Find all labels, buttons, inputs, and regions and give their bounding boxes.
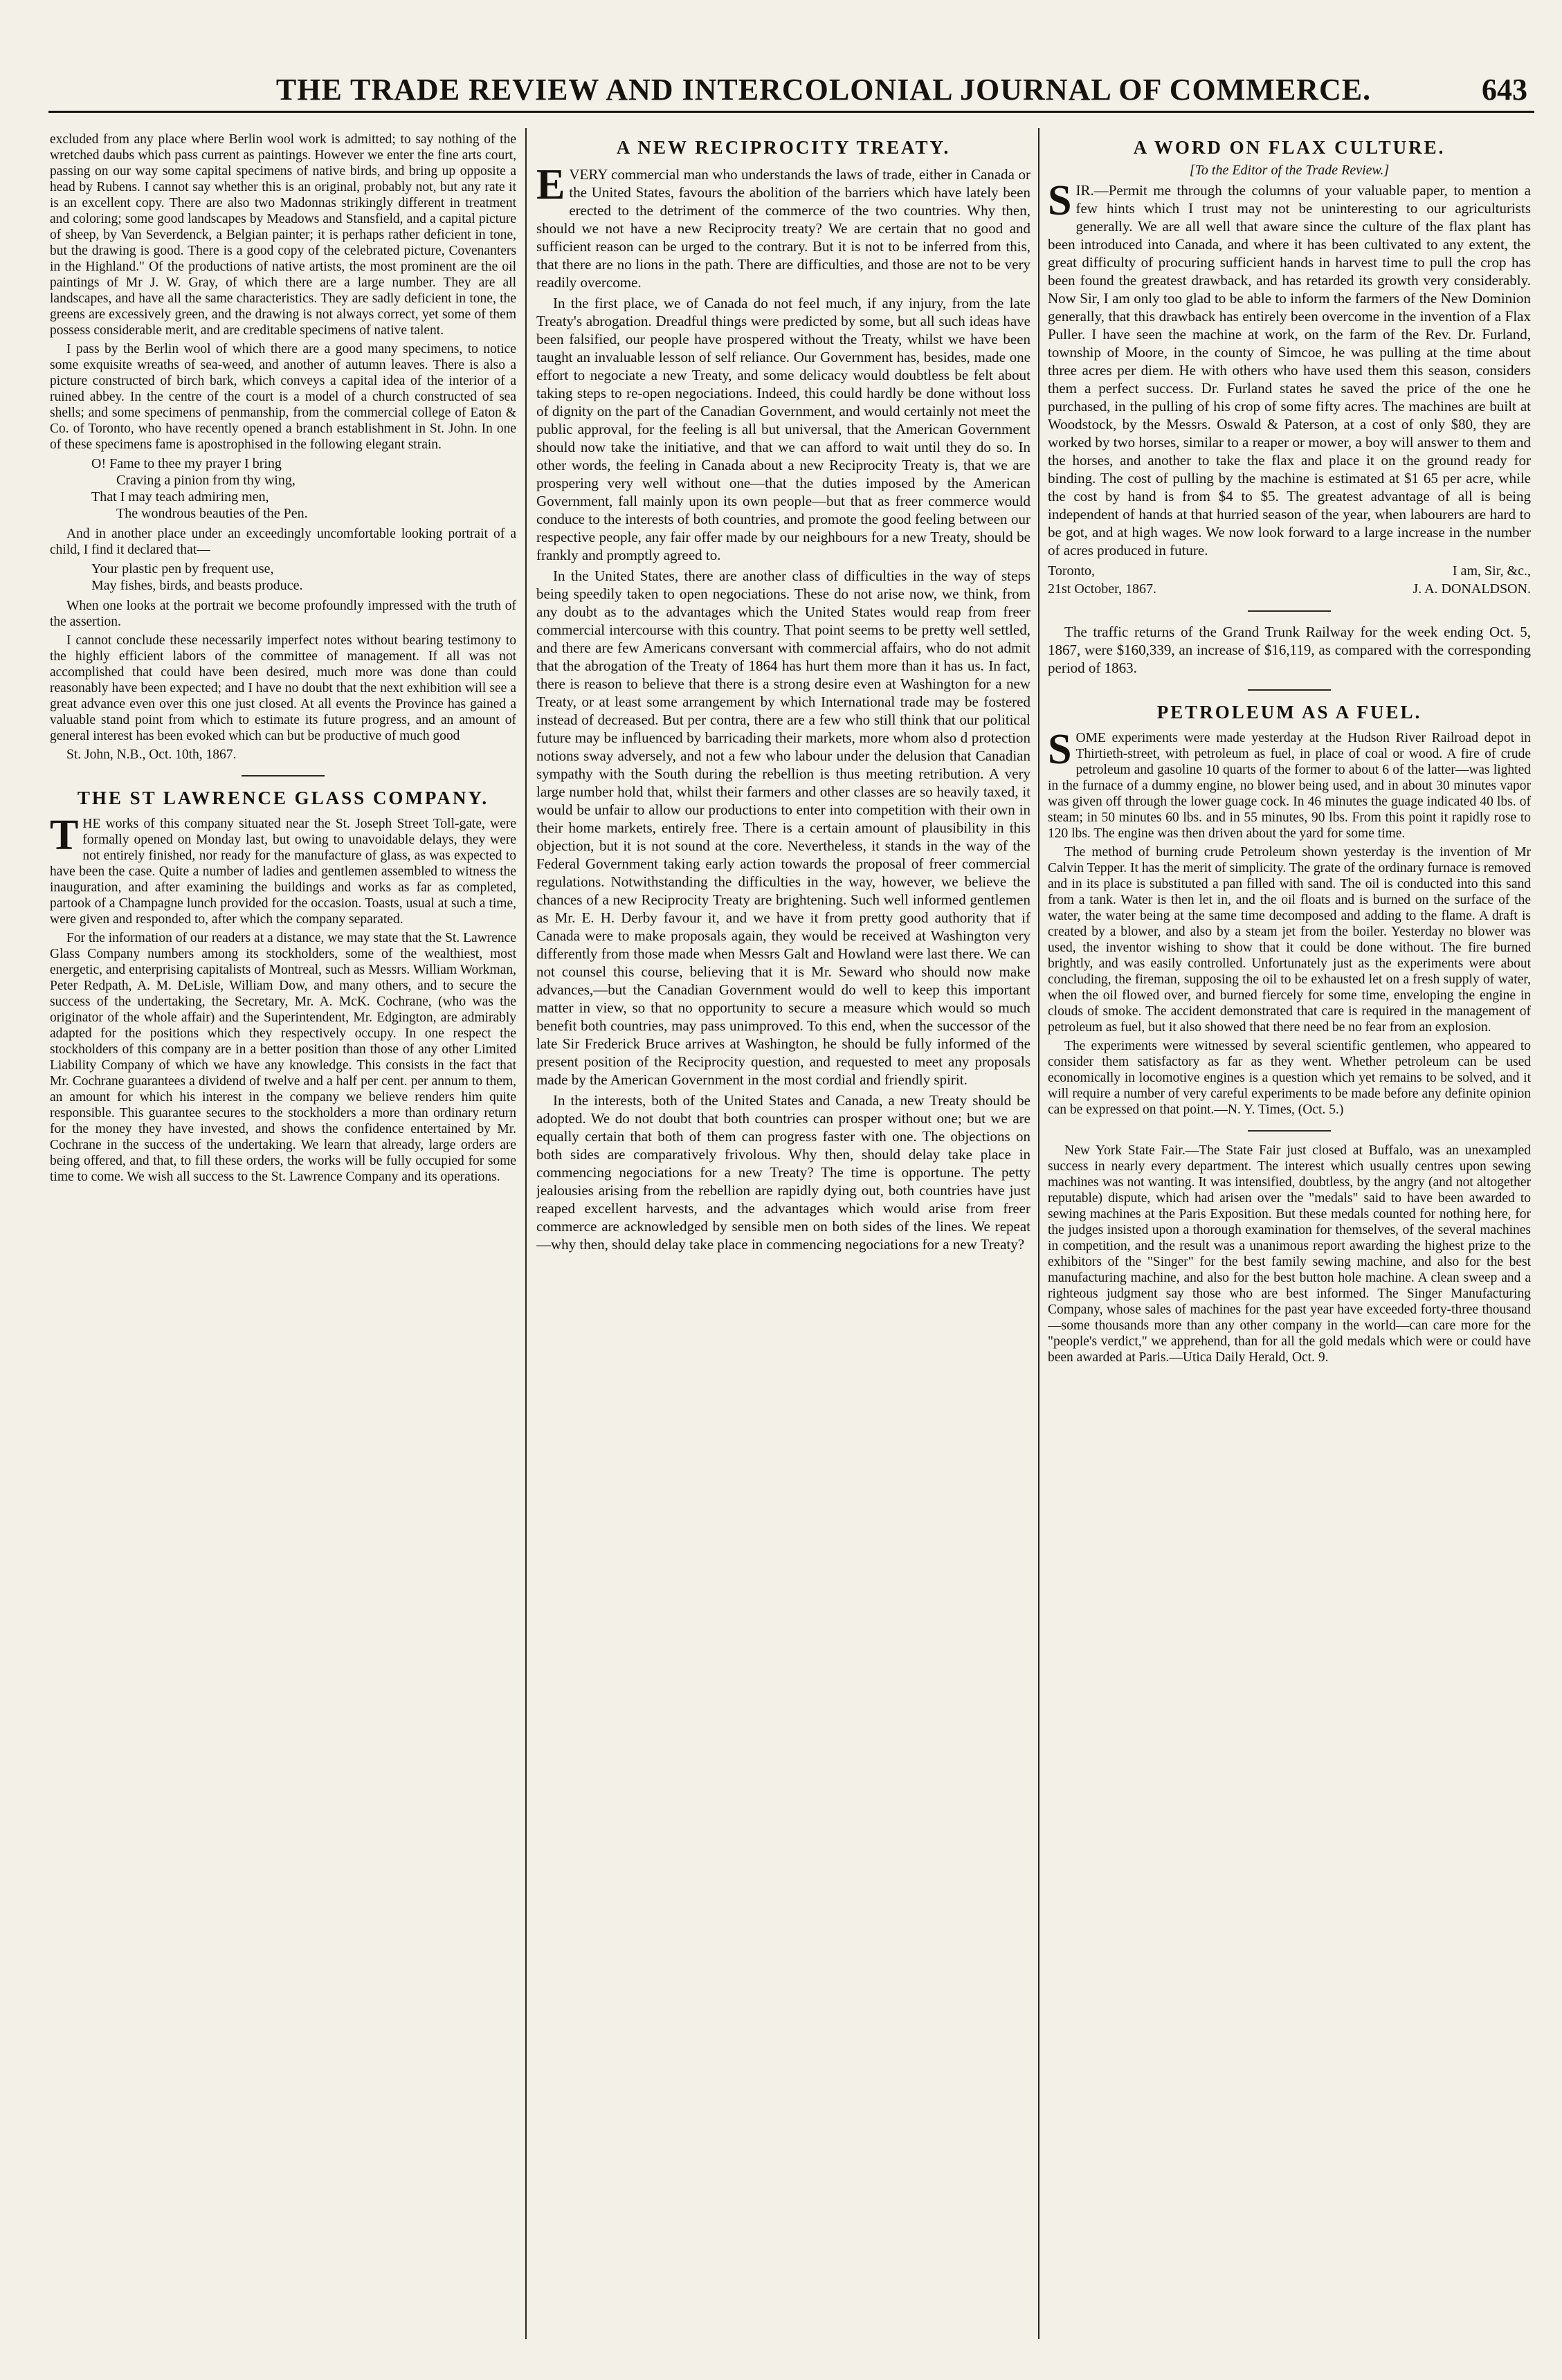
paragraph-text: HE works of this company situated near the St. Joseph Street Toll-gate, were formally opened on Monday last, but owing to unavoidable delays, they were not entirely finished, nor ready for the manufacture of glass, as was expected to have been the case. Quite a number of ladies and gentlemen assembled to witness the inauguration, and after examining the buildings and works as far as completed, partook of a Champagne lunch provided for the occasion. Toasts, usual at such a time, were given and responded to, after which the company separated. [50, 817, 516, 927]
page-number: 643 [1482, 73, 1527, 107]
sign-date: 21st October, 1867. [1048, 581, 1156, 597]
article-paragraph [536, 161, 1030, 291]
article-paragraph: In the first place, we of Canada do not feel much, if any injury, from the late Treaty's abrogation. Dreadful things were predicted by some, but all such ideas have been falsified, our people have prospered without the Treaty, whilst we have been taught an invaluable lesson of self reliance. Our Government has, besides, made one effort to negociate a new Treaty, and some delicacy would doubtless be felt about taking steps to re-open negociations. Indeed, this could hardly be done without loss of dignity on the part of the Canadian Government, and would certainly not meet the public approval, for the feeling is all but universal, that the American Government should now take the initiative, and that we can afford to wait until they do so. In other words, the feeling in Canada about a new Reciprocity Treaty is, that we are prospering very well without one—that the duties imposed by the American Government, fall mainly upon its own people—but that as freer commerce would conduce to the interests of both countries, and promote the good feeling between our respective people, any fair offer made by our neighbours for a new Treaty, should be frankly and promptly agreed to. [536, 295, 1030, 563]
paragraph-text: VERY commercial man who understands the laws of trade, either in Canada or the United States, favours the abolition of the barriers which have lately been erected to the detriment of the commerce of the two countries. Why then, should we not have a new Reciprocity treaty? We are certain that no good and sufficient reason can be urged to the contrary. But it is not to be inferred from this, that there are no lions in the path. There are difficulties, and those are not to be very readily overcome. [536, 166, 1030, 291]
article-heading: PETROLEUM AS A FUEL. [1156, 702, 1422, 723]
verse-line: Craving a pinion from thy wing, [116, 473, 296, 488]
article-paragraph: The traffic returns of the Grand Trunk Railway for the week ending Oct. 5, 1867, were $160,339, an increase of $16,119, as compared with the corresponding period of 1863. [1048, 624, 1531, 676]
drop-cap: S [1048, 726, 1072, 773]
column-rule [525, 128, 527, 2339]
drop-cap: T [50, 812, 79, 859]
article-paragraph: New York State Fair.—The State Fair just closed at Buffalo, was an unexampled success in nearly every department. The interest which usually centres upon sewing machines was not wanting. It was intensified, doubtless, by the angry (and not altogether reputable) dispute, which had arisen over the "medals" said to have been awarded to sewing machines at the Paris Exposition. But these medals counted for nothing here, for the judges insisted upon a thorough examination for themselves, of the several machines in competition, and the result was a unanimous report awarding the highest prize to the exhibitors of the "Singer" for the best family sewing machine, and also for the best manufacturing machine, and also for the best button hole machine. A clean sweep and a righteous judgment say those who are best informed. The Singer Manufacturing Company, whose sales of machines for the past year have exceeded forty-three thousand—some thousands more than any other company in the world—can care more for the "people's verdict," we apprehend, than for all the gold medals which were or could have been awarded at Paris.—Utica Daily Herald, Oct. 9. [1048, 1143, 1531, 1365]
verse-line: O! Fame to thee my prayer I bring [91, 456, 282, 471]
article-paragraph: I cannot conclude these necessarily imperfect notes without bearing testimony to the highly efficient labors of the committee of management. If all was not accomplished that could have been desired, much more was done than could reasonably have been expected; and I have no doubt that the next exhibition will see a great advance even over this one just closed. At all events the Province has gained a valuable stand point from which to estimate its future progress, and an amount of general interest has been evoked which can but be productive of much good [50, 633, 516, 743]
article-paragraph: The method of burning crude Petroleum shown yesterday is the invention of Mr Calvin Tepper. It has the merit of simplicity. The grate of the ordinary furnace is removed and in its place is substituted a pan filled with sand. The oil is conducted into this sand from a tank. Water is then let in, and the oil floats and is burned on the surface of the water, the water being at the same time decomposed and adding to the flame. A draft is created by a blower, and also by a steam jet from the boiler. Yesterday no blower was used, the inventor wishing to show that it could be done without. The fire burned brightly, and was easily controlled. Unfortunately just as the experiments were about concluding, the fireman, supposing the oil to be exhausted let on a fresh supply of water, when the oil flowed over, and burned fiercely for some time, enveloping the engine in clouds of smoke. The accident demonstrated that care is required in the management of petroleum as fuel, but it also showed that there need be no fear from an explosion. [1048, 845, 1531, 1035]
article-paragraph: excluded from any place where Berlin wool work is admitted; to say nothing of the wretched daubs which pass current as paintings. However we enter the fine arts court, passing on our way some capital specimens of native birds, and bring up opposite a head by Rubens. I cannot say whether this is an original, probably not, but any rate it is an excellent copy. There are also two Madonnas strikingly different in treatment and coloring; some good landscapes by Meadows and Stansfield, and a capital picture of sheep, by Van Severdenck, a Belgian painter; it is perhaps rather deficient in tone, but the drawing is good. There is a good copy of the celebrated picture, Covenanters in the Highland." Of the productions of native artists, the most prominent are the oil paintings of Mr J. W. Gray, of which there are a large number. They are all landscapes, and have all the same characteristics. They are sadly deficient in tone, the greens are excessively green, and the drawing is not always correct, yet some of them possess considerable merit, and are creditable specimens of native talent. [50, 132, 516, 338]
letter-address: [To the Editor of the Trade Review.] [1189, 163, 1390, 178]
article-paragraph: In the United States, there are another class of difficulties in the way of steps being speedily taken to open negociations. These do not arise now, we think, from any doubt as to the advantages which the United States would reap from freer commercial intercourse with this country. That point seems to be pretty well settled, and there are few Americans conversant with commercial affairs, who do not admit that the abrogation of the Treaty of 1864 has hurt them more than it has us. In fact, there is reason to believe that there is a strong desire even at Washington for a new Treaty, or at least some arrangement by which International trade may be fostered instead of decreased. But per contra, there are a few who still think that our political future may be influenced by barricading their markets, more whom also d protection notions sway adversely, and not a few who labour under the delusion that Canadian sympathy with the South during the rebellion is thus meeting retribution. A very large number hold that, whilst their farmers and other classes are so heavily taxed, it would be unfair to allow our productions to enter into competition with their own in their home markets, entirely free. There is a certain amount of plausibility in this objection, but it is not sound at the core. Nevertheless, it stands in the way of the Federal Government taking early action towards the proposal of freer commercial regulations. Notwithstanding the difficulties in the way, however, we believe the chances of a new Reciprocity Treaty are brightening. Such well informed gentlemen as Mr. E. H. Derby favour it, and we have it from pretty good authority that if Canada were to make proposals again, they would be received at Washington very differently from those made when Messrs Galt and Howland were last there. We can not counsel this course, believing that it is Mr. Seward who should now make advances,—but the Canadian Government would do well to keep this important matter in view, so that no opportunity to secure a measure which would so much benefit both countries, may pass unimproved. To this end, when the successor of the late Sir Frederick Bruce arrives at Washington, he should be fully informed of the present position of the Reciprocity question, and requested to meet any proposals made by the American Government in the most cordial and friendly spirit. [536, 567, 1030, 1088]
verse-line: The wondrous beauties of the Pen. [116, 506, 308, 521]
article-paragraph: And in another place under an exceedingly uncomfortable looking portrait of a child, I find it declared that— [50, 527, 516, 557]
column-2 [536, 131, 1030, 2339]
publication-title: THE TRADE REVIEW AND INTERCOLONIAL JOURNAL OF COMMERCE. [275, 73, 1372, 107]
verse-line: That I may teach admiring men, [91, 489, 269, 505]
signature-row [1048, 562, 1531, 580]
verse-block [50, 455, 516, 522]
article-paragraph [1048, 726, 1531, 842]
verse-line: May fishes, birds, and beasts produce. [91, 578, 303, 593]
article-paragraph: When one looks at the portrait we become profoundly impressed with the truth of the assertion. [50, 599, 516, 629]
article-paragraph: The experiments were witnessed by several scientific gentlemen, who appeared to consider them satisfactory as far as they went. Whether petroleum can be used economically in locomotive engines is a question which yet remains to be solved, and it will require a number of very careful experiments to be made before any definite opinion can be expressed on that point.—N. Y. Times, (Oct. 5.) [1048, 1039, 1531, 1117]
column-rule [1038, 128, 1039, 2339]
article-heading: A WORD ON FLAX CULTURE. [1133, 137, 1446, 158]
article-heading: THE ST LAWRENCE GLASS COMPANY. [77, 788, 489, 808]
masthead [48, 69, 1534, 113]
column-1 [50, 131, 516, 2339]
article-paragraph [50, 812, 516, 927]
paragraph-text: OME experiments were made yesterday at the Hudson River Railroad depot in Thirtieth-street, with petroleum as fuel, in place of coal or wood. A fire of crude petroleum and gasoline 10 quarts of the former to about 6 of the latter—was lighted in the furnace of a dummy engine, no blower being used, and in about 30 minutes vapor was given off through the lower guage cock. In 46 minutes the guage indicated 40 lbs. of steam; in 50 minutes 60 lbs. and in 55 minutes, 90 lbs. From this point it rapidly rose to 120 lbs. The engine was then driven about the yard for some time. [1048, 731, 1531, 841]
article-paragraph [1048, 177, 1531, 559]
section-separator [1248, 1130, 1331, 1132]
drop-cap: S [1048, 177, 1072, 224]
signature-row [1048, 580, 1531, 598]
dateline: St. John, N.B., Oct. 10th, 1867. [66, 747, 237, 762]
sign-name: J. A. DONALDSON. [1413, 581, 1531, 597]
verse-block [50, 561, 516, 594]
article-heading: A NEW RECIPROCITY TREATY. [616, 137, 951, 158]
column-3 [1048, 131, 1531, 2339]
section-separator [1248, 689, 1331, 691]
sign-close: I am, Sir, &c., [1452, 563, 1531, 579]
verse-line: Your plastic pen by frequent use, [91, 561, 274, 576]
article-paragraph: For the information of our readers at a distance, we may state that the St. Lawrence Glass Company numbers among its stockholders, some of the wealthiest, most energetic, and enterprising capitalists of Montreal, such as Messrs. William Workman, Peter Redpath, A. M. DeLisle, William Dow, and many others, and to secure the success of the undertaking, the Secretary, Mr. A. McK. Cochrane, (who was the originator of the whole affair) and the Superintendent, Mr. Edgington, are admirably adapted for the positions which they respectively occupy. In one respect the stockholders of this company are in a better position than those of any other Limited Liability Company of which we have any knowledge. This consists in the fact that Mr. Cochrane guarantees a dividend of twelve and a half per cent. per annum to them, an amount for which his interest in the company we believe renders him quite responsible. This guarantee secures to the stockholders a more than ordinary return for the money they have invested, and shows the confidence entertained by Mr. Cochrane in the success of the undertaking. We learn that already, large orders are being offered, and that, to fill these orders, the works will be fully occupied for some time to come. We wish all success to the St. Lawrence Company and its operations. [50, 931, 516, 1184]
section-separator [1248, 610, 1331, 612]
paragraph-text: IR.—Permit me through the columns of your valuable paper, to mention a few hints which I trust may not be uninteresting to our agriculturists generally. We are all well that aware since the culture of the flax plant has been introduced into Canada, and where it has been cultivated to any extent, the great difficulty of procuring sufficient hands in harvest time to pull the crop has been found the greatest drawback, and has retarded its growth very considerably. Now Sir, I am only too glad to be able to inform the farmers of the New Dominion generally, that this drawback has entirely been overcome in the invention of a Flax Puller. I have seen the machine at work, on the farm of the Rev. Dr. Furland, township of Moore, in the county of Simcoe, he was pulling at the time about three acres per diem. He with others who have used them this season, considers them a perfect success. Dr. Furland states he saved the price of the one he purchased, in the pulling of his crop of some fifty acres. The machines are built at Woodstock, by the Messrs. Oswald & Paterson, at a cost of only $80, they are worked by two horses, similar to a reaper or mower, a boy will answer to them and the horses, and another to take the flax and place it on the ground ready for binding. The cost of pulling by the machine is estimated at $1 65 per acre, while the cost by hand is from $4 to $5. The greatest advantage of all is being independent of hands at that hurried season of the year, when labourers are hard to be got, and at high wages. We now look forward to a large increase in the number of acres produced in future. [1048, 182, 1531, 558]
article-paragraph: I pass by the Berlin wool of which there are a good many specimens, to notice some exquisite wreaths of sea-weed, and another of autumn leaves. There is also a picture constructed of birch bark, which conveys a capital idea of the interior of a ruined abbey. In the centre of the court is a model of a church constructed of sea shells; and some specimens of penmanship, from the commercial college of Eaton & Co. of Toronto, who have recently opened a branch establishment in St. John. In one of these specimens fame is apostrophised in the following elegant strain. [50, 342, 516, 452]
article-paragraph: In the interests, both of the United States and Canada, a new Treaty should be adopted. We do not doubt that both countries can prosper without one; but we are equally certain that both of them can progress faster with one. The objections on both sides are comparatively frivolous. Why then, should delay take place in commencing negociations for a new Treaty? The time is opportune. The petty jealousies arising from the rebellion are rapidly dying out, both countries have just reaped excellent harvests, and the advantages which would arise from freer commerce are acknowledged by sensible men on both sides of the lines. We repeat—why then, should delay take place in commencing negociations for a new Treaty? [536, 1092, 1030, 1253]
drop-cap: E [536, 161, 565, 208]
sign-place: Toronto, [1048, 563, 1096, 579]
section-separator [242, 775, 325, 776]
